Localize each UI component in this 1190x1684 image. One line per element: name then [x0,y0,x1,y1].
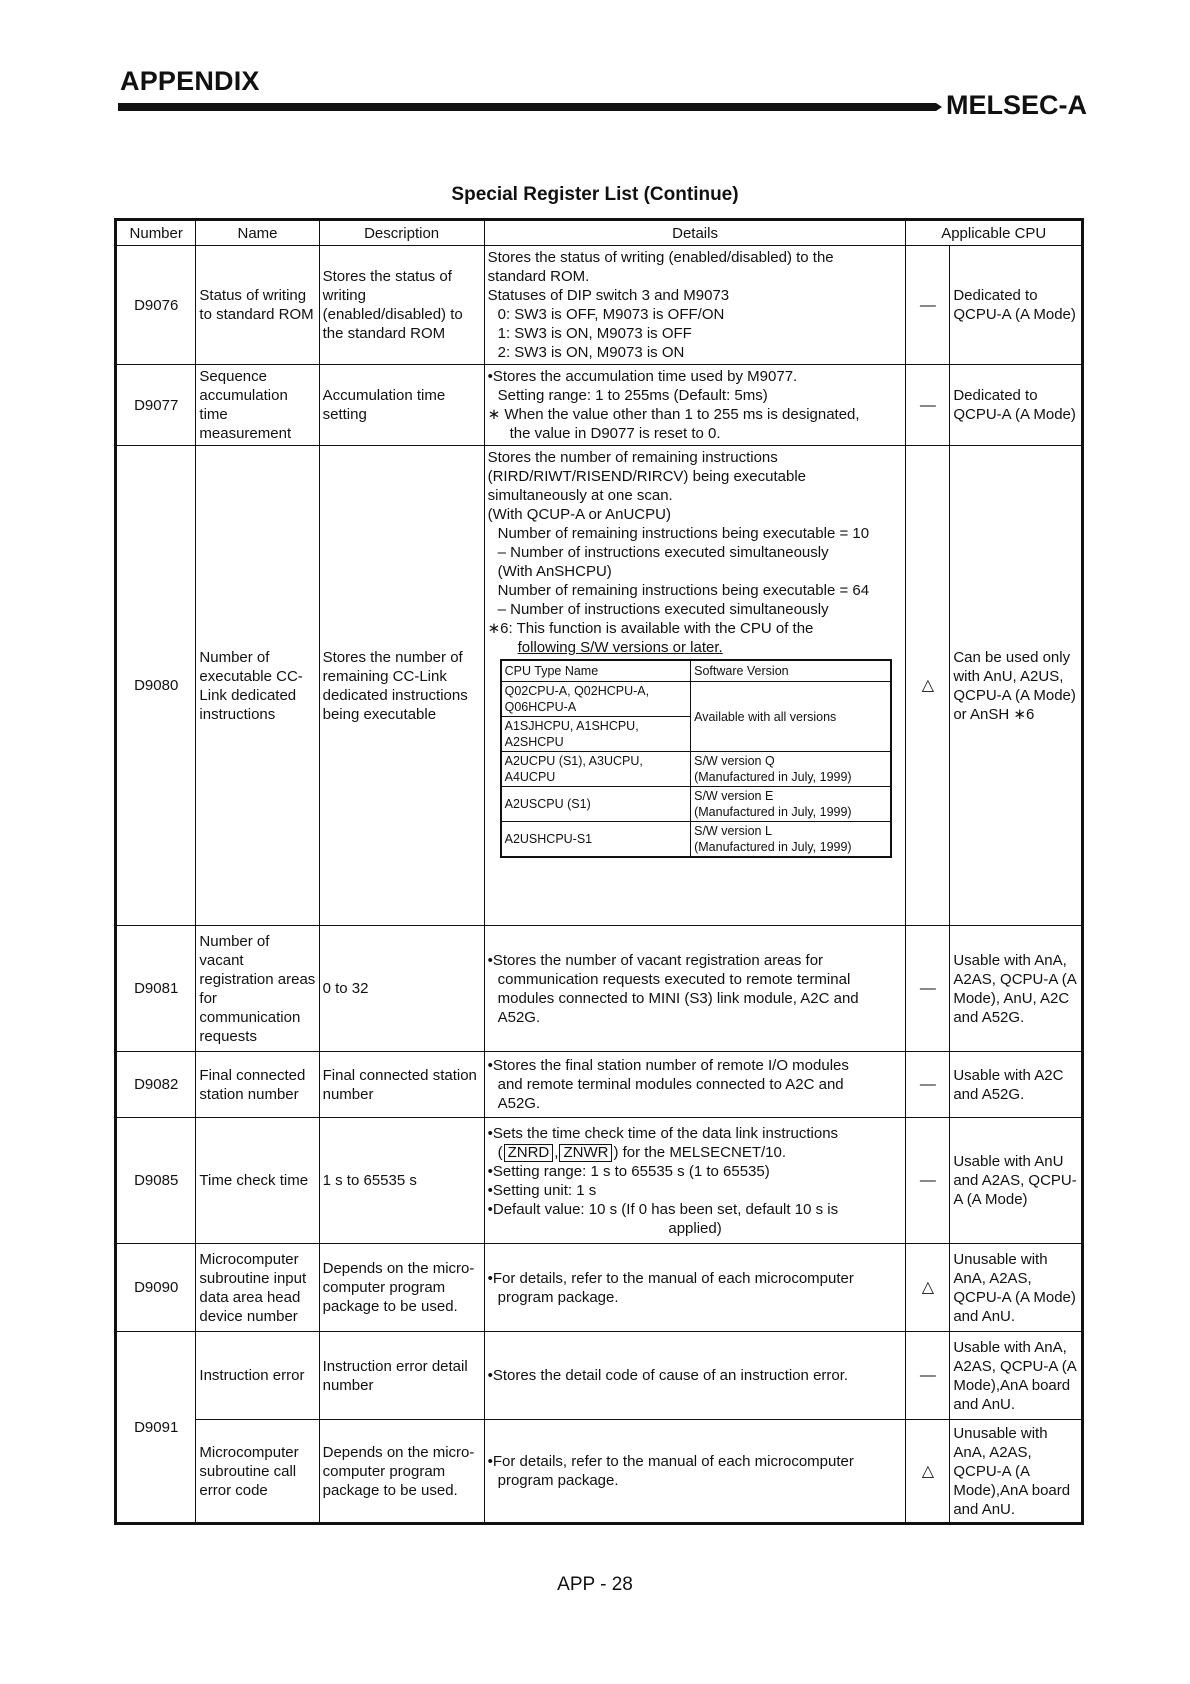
subtable-version: S/W version E (Manufactured in July, 1999) [691,787,891,822]
register-details: • Stores the detail code of cause of an instruction error. [484,1332,906,1420]
register-name: Sequence accumulation time measurement [196,365,319,446]
applicability-mark: — [906,365,950,446]
register-description: 0 to 32 [319,926,484,1052]
table-row [116,1118,1083,1244]
register-description: Depends on the micro-computer program package to be used. [319,1420,484,1524]
table-row [116,1244,1083,1332]
register-description: Stores the status of writing (enabled/disabled) to the standard ROM [319,246,484,365]
register-name: Time check time [196,1118,319,1244]
applicable-cpu: Unusable with AnA, A2AS, QCPU-A (A Mode) and AnU. [950,1244,1083,1332]
register-name: Instruction error [196,1332,319,1420]
subtable-row [501,752,891,787]
register-details: Stores the status of writing (enabled/disabled) to the standard ROM. Statuses of DIP switch 3 and M9073 0: SW3 is OFF, M9073 is OFF/ON 1: SW3 is ON, M9073 is OFF 2: SW3 is ON, M9073 is ON [484,246,906,365]
register-details: • Sets the time check time of the data link instructions ( ZNRD , ZNWR ) for the MELSECNET/10. • Setting range: 1 s to 65535 s (1 to 65535) • Setting unit: 1 s • Default value: 10 s (If 0 has been set, default 10 s is applied) [484,1118,906,1244]
col-details: Details [484,220,906,246]
applicability-mark: △ [906,1420,950,1524]
register-number: D9080 [116,446,196,926]
subtable-cpu: A2UCPU (S1), A3UCPU, A4UCPU [501,752,691,787]
col-applicable-cpu: Applicable CPU [906,220,1083,246]
subtable-cpu: A1SJHCPU, A1SHCPU, A2SHCPU [501,717,691,752]
applicable-cpu: Dedicated to QCPU-A (A Mode) [950,365,1083,446]
table-row [116,446,1083,926]
table-row [116,1052,1083,1118]
register-number: D9081 [116,926,196,1052]
applicable-cpu: Usable with AnA, A2AS, QCPU-A (A Mode),AnA board and AnU. [950,1332,1083,1420]
register-details: • For details, refer to the manual of each microcomputer program package. [484,1420,906,1524]
znwr-instruction: ZNWR [559,1144,612,1162]
register-number: D9076 [116,246,196,365]
applicability-mark: — [906,1052,950,1118]
subtable-row [501,822,891,858]
subtable-cpu: A2USCPU (S1) [501,787,691,822]
applicability-mark: — [906,1332,950,1420]
register-number: D9085 [116,1118,196,1244]
subtable-cpu: A2USHCPU-S1 [501,822,691,858]
table-header-row [116,220,1083,246]
subtable-version: S/W version Q (Manufactured in July, 1999) [691,752,891,787]
register-number: D9091 [116,1332,196,1524]
register-description: Final connected station number [319,1052,484,1118]
applicable-cpu: Usable with A2C and A52G. [950,1052,1083,1118]
subtable-header-row [501,660,891,682]
applicability-mark: — [906,926,950,1052]
register-details: • Stores the final station number of remote I/O modules and remote terminal modules connected to A2C and A52G. [484,1052,906,1118]
table-row [116,1332,1083,1420]
subtable-version: S/W version L (Manufactured in July, 1999) [691,822,891,858]
register-name: Microcomputer subroutine call error code [196,1420,319,1524]
applicability-mark: △ [906,1244,950,1332]
special-register-table [114,218,1084,1525]
register-name: Microcomputer subroutine input data area head device number [196,1244,319,1332]
applicable-cpu: Usable with AnA, A2AS, QCPU-A (A Mode), AnU, A2C and A52G. [950,926,1083,1052]
register-details: Stores the number of remaining instructions (RIRD/RIWT/RISEND/RIRCV) being executable simultaneously at one scan. (With QCUP-A or AnUCPU) Number of remaining instructions being executable = 10 – Number of instructions executed simultaneously (With AnSHCPU) Number of remaining instructions being executable = 64 – Number of instructions executed simultaneously ∗6: This function is available with the CPU of the following S/W versions or later. CPU Type Name Software Version Q02CPU-A, Q02HCPU-A, Q06HCPU-A Available with all versions A1SJHCPU, A1SHCPU, A2SHCPU A2UCPU (S1), A3UCPU, A4UCPU S/W version Q (Manufactured in July, 1999) A2USCPU (S1) S/W version E (Manufactured in July, 1999) A2USHCPU-S1 S/W version L (Manufactured in July, 1999) [484,446,906,926]
col-number: Number [116,220,196,246]
register-name: Number of executable CC-Link dedicated instructions [196,446,319,926]
cpu-version-table [500,659,892,858]
register-number: D9082 [116,1052,196,1118]
register-description: Accumulation time setting [319,365,484,446]
applicable-cpu: Dedicated to QCPU-A (A Mode) [950,246,1083,365]
applicable-cpu: Unusable with AnA, A2AS, QCPU-A (A Mode),AnA board and AnU. [950,1420,1083,1524]
register-description: Instruction error detail number [319,1332,484,1420]
page-number: APP - 28 [557,1574,633,1595]
register-details: • For details, refer to the manual of each microcomputer program package. [484,1244,906,1332]
register-description: 1 s to 65535 s [319,1118,484,1244]
register-details: • Stores the number of vacant registration areas for communication requests executed to remote terminal modules connected to MINI (S3) link module, A2C and A52G. [484,926,906,1052]
subtable-col-version: Software Version [691,660,891,682]
product-heading: MELSEC-A [946,90,1087,120]
table-row [116,365,1083,446]
subtable-row [501,682,891,717]
register-details: • Stores the accumulation time used by M9077. Setting range: 1 to 255ms (Default: 5ms) ∗ When the value other than 1 to 255 ms is designated, the value in D9077 is reset to 0. [484,365,906,446]
applicability-mark: — [906,246,950,365]
register-description: Stores the number of remaining CC-Link dedicated instructions being executable [319,446,484,926]
applicability-mark: — [906,1118,950,1244]
table-row [116,1420,1083,1524]
applicable-cpu: Can be used only with AnU, A2US, QCPU-A (A Mode) or AnSH ∗6 [950,446,1083,926]
subtable-row [501,787,891,822]
appendix-heading: APPENDIX [120,66,260,96]
subtable-col-cpu: CPU Type Name [501,660,691,682]
register-number: D9090 [116,1244,196,1332]
table-title: Special Register List (Continue) [451,184,739,205]
register-number: D9077 [116,365,196,446]
subtable-cpu: Q02CPU-A, Q02HCPU-A, Q06HCPU-A [501,682,691,717]
col-name: Name [196,220,319,246]
register-name: Status of writing to standard ROM [196,246,319,365]
applicability-mark: △ [906,446,950,926]
subtable-version: Available with all versions [691,682,891,752]
table-row [116,926,1083,1052]
table-row [116,246,1083,365]
register-name: Final connected station number [196,1052,319,1118]
col-description: Description [319,220,484,246]
znrd-instruction: ZNRD [504,1144,554,1162]
applicable-cpu: Usable with AnU and A2AS, QCPU-A (A Mode) [950,1118,1083,1244]
header-rule [118,103,936,111]
register-description: Depends on the micro-computer program package to be used. [319,1244,484,1332]
register-name: Number of vacant registration areas for communication requests [196,926,319,1052]
